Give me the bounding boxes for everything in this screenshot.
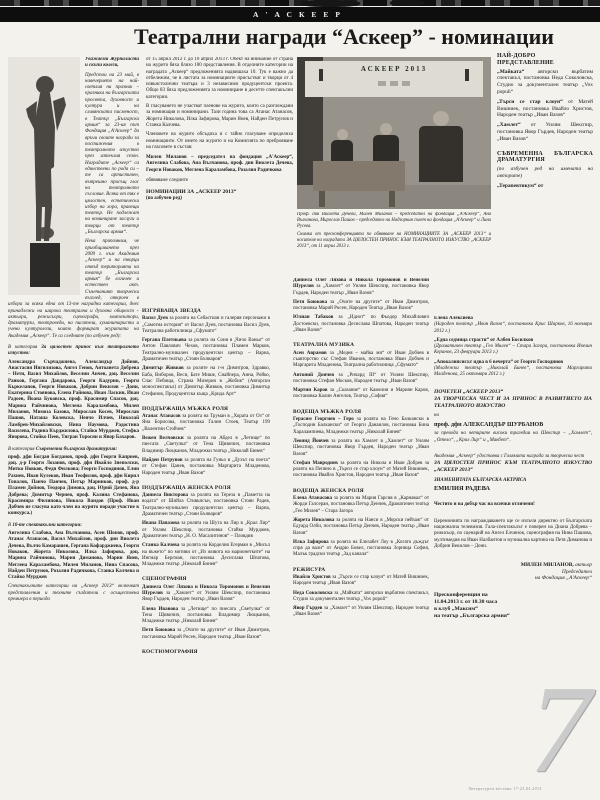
signature-block xyxy=(434,562,592,582)
play-title: Елена Алексиева xyxy=(434,316,473,321)
sponsor-logos xyxy=(305,73,483,91)
grand-award-name: ЗА ЦЯЛОСТЕН ПРИНОС КЪМ ТЕАТРАЛНОТО ИЗКУСТВО „АСКЕЕР 2013“ xyxy=(434,460,592,473)
nominee-entry xyxy=(293,496,429,515)
nominee-details: от Уилям Шекспир, постановка Явор Гърдев, Народен театър „Иван Вазов“ xyxy=(497,122,593,142)
jury-names-list: проф. дфн Богдан Богданов, проф. дфн Георги Каприев, доц. д-р Георги Лозанов, проф. дфн Ивайло Знеполски, Митко Новков, Федя Филкова; Георги Господинов, Елин Рахнев, Иван Кулеков, Иван Теофилов, проф. дфн Кирил Топалов, Панчо Панчев, Петър Маринков, проф. д-р Пламен Дойнов, Теодора Димова, доц. Юрий Дачев, Яна Добрева; Димитър Чернев, проф. Калина Стефанова, Красимира Филипова, Никола Вандов (Проф. Иван Добчев не гласува като член на журито поради участие в конкурса.) xyxy=(8,454,139,517)
nominee-details: за „Хамлет“ от Уилям Шекспир, постановка Явор Гърдев, Народен театър „Иван Вазов“ xyxy=(142,590,270,603)
nominee-entry xyxy=(293,439,429,458)
person-head xyxy=(380,123,392,135)
section-heading: ВОДЕЩА ЖЕНСКА РОЛЯ xyxy=(293,487,364,494)
category-prefix: В категория xyxy=(8,446,36,452)
nominee-entry xyxy=(293,575,429,588)
press-line: в клуб „Максим“ xyxy=(434,605,478,612)
nominee-name: „Хамлет“ xyxy=(497,122,521,129)
section-heading: РЕЖИСУРА xyxy=(293,566,326,573)
masthead-bar xyxy=(0,7,600,22)
nominee-details: за ролята на Никола и Иван Добрев за ролята на Пепино в „Търси се стар клоун“ от Матей Вишниек, постановка Ивайло Христов, Народен театър „Иван Вазов“ xyxy=(293,460,429,479)
person-head xyxy=(433,111,449,126)
category-name: Съвременна българска драматургия: xyxy=(35,446,118,452)
letter-paragraph: Нека припомним, че приобщаването през 2009 г. към Академия „Аскеер“ и на творци отвъд територията на театър „Българска армия“ бе логичен и естествен акт. Съчетаният творчески възглед, откроен в избора за всяка една от 13-те наградни категории, днес принадлежи на широка театрална и духовна общност – актьори, режисьори, сценографи, композитори, драматурзи, театроведи, на писатели, хуманитаристи и учени културолози, които формират журитата на Академия „Аскеер“. Те са следните (по азбучен ред): xyxy=(8,239,139,339)
nomination-section xyxy=(293,409,429,480)
nominee-details: за „Ричард III“ от Уилям Шекспир, постановка Стефан Москов, Народен театър „Иван Вазов“ xyxy=(293,372,429,384)
nominee-entry xyxy=(293,540,429,559)
trophy-icon xyxy=(465,69,469,81)
askeer-statuette-image xyxy=(8,57,80,295)
nominee-details: за ролята на Гено Балкански в „Господин Балкански“ от Георги Данаилов, постановка Бина Харалампиева, Младежки театър „Николай Бинев“ xyxy=(293,417,429,435)
nominee-details: за ролята на Корделия Егерман в „Мисъл на въжето“ по мотиви от „Из живота на марионетките“ на Ингмар Бергман, постановка Десислава Шпатова, Младежки театър „Николай Бинев“ xyxy=(142,543,270,568)
nominee-entry xyxy=(293,388,429,401)
ink-blot xyxy=(390,0,424,6)
nominee-entry xyxy=(293,300,429,313)
press-conference-photo xyxy=(297,57,491,209)
honorary-award-block xyxy=(434,389,592,444)
nominee-entry xyxy=(142,458,270,477)
nominations-column-2 xyxy=(293,278,429,793)
nominations-subtitle: (по азбучен ред) xyxy=(146,195,182,201)
section-heading: КОСТЮМОГРАФИЯ xyxy=(142,649,198,656)
press-conference-notice xyxy=(434,592,544,620)
nomination-section xyxy=(497,69,593,143)
nominee-details: авторски върбатим спектакъл, постановка Неда Соколовска, Студио за документален театър „Vox populi“ xyxy=(497,68,593,95)
signature-role: актьор xyxy=(575,562,592,569)
jury-category-title xyxy=(8,447,139,453)
nominee-details: за ролята на Тереза в „Паметта на водата“ от Шийла Стивънсън, постановка Стоян Радев, Театрално-музикален продуцентски център – Варна, Драматичен театър „Стоян Бъчваров“ xyxy=(142,493,270,518)
nominee-name: Даниела Олег Ляхова и Никола Торомонов и Венелин Шурелов xyxy=(142,584,270,596)
press-line: на театър „Българска армия“ xyxy=(434,612,510,619)
congratulations-line: Честито и на добър час на всички отличени! xyxy=(434,502,535,508)
nomination-section xyxy=(293,567,429,619)
nominee-details: за ролята на Себастиан и галерия персонажи в „Самотна история“ от Васил Дуев, постановка Васил Дуев, Театрална работилница „Сфумато“ xyxy=(142,316,270,334)
nominee-entry xyxy=(293,373,429,386)
askeer-banner xyxy=(305,61,483,97)
press-line: Пресконференция на xyxy=(434,591,488,598)
nominee-name: Даниела Олег Ляхова и Никола Торомонов и Венелин Шурелов xyxy=(293,278,429,290)
section-heading: СЦЕНОГРАФИЯ xyxy=(142,576,187,583)
grand-intro: Академия „Аскеер“ удостоява с Голямата награда за творческа чест xyxy=(434,453,585,459)
nominee-details: за „Медея – майка ми“ от Иван Добчев в съавторство със Стефан Иванов, постановка Иван Добчев и Маргарита Младенова, Театрална работилница „Сфумато“ xyxy=(293,350,429,369)
article-column xyxy=(146,57,293,300)
category-prefix: В xyxy=(8,522,13,528)
jury-category-title xyxy=(8,523,139,529)
nominee-details: за „Очите на другите“ от Иван Димитров, постановка Марий Росен, Народен театър „Иван Вазов“ xyxy=(142,628,270,640)
person-silhouette xyxy=(419,111,463,182)
nominee-name: Илка Зафирова xyxy=(293,539,329,545)
nominee-name: Даниела Викторова xyxy=(142,493,189,499)
category-name: За цялостен принос към театралното изкуство: xyxy=(8,345,139,357)
article-paragraph: Членовете на журито обсъдиха и с тайно гласуване определиха номинациите. От името на журито и на Комисията по преброяване на гласовете в състав: xyxy=(146,132,293,150)
nominee-details: за „Майката“ авторски върбатим спектакъл, Студио за документален театър „Vox populi“ xyxy=(293,590,429,602)
nominee-name: Вежен Велчовски xyxy=(142,436,184,442)
nominee-name: Асен Аврамов xyxy=(293,350,327,356)
nominee-details: за „Търси се стар клоун“ от Матей Вишниек, Народен театър „Иван Вазов“ xyxy=(293,574,429,587)
grand-laureate-label: ЗНАМЕНИТАТА БЪЛГАРСКА АКТРИСА xyxy=(434,477,527,483)
nominee-name: Атанас Атанасов xyxy=(142,414,181,420)
grand-award-block xyxy=(434,454,592,492)
nominee-entry xyxy=(142,543,270,568)
nominee-entry xyxy=(497,122,593,142)
nominee-name: Елена Иванова xyxy=(142,606,179,612)
ceremony-paragraph: Церемонията по награждаването ще се излъчи директно от Българската национална телевизия. Гала-спектакълът е поверен на Диана Добрева – режисьор, по сценарий на Ангел Елчинов, сценография на Нина Пашова, мултимедия на Иван Налбантов и музикална картина на Петя Диманова и Добрин Векилов – Дони. xyxy=(434,518,592,549)
nominee-entry xyxy=(293,591,429,604)
logo-icon xyxy=(390,81,398,86)
nominee-entry xyxy=(142,521,270,540)
nominee-details: за „Хамлет“ от Уилям Шекспир, постановка Явор Гърдев, Народен театър „Иван Вазов“ xyxy=(293,284,429,296)
nominee-entry xyxy=(497,69,593,96)
jury-names-list: Александра Сърчаджиева, Александър Дойнов, Анастасия Ингилизова, Ангел Генов, Антоанета Добрева – Нети, Васил Михайлов, Веселин Анчев, доц. Веселин Ранков, Гергана Дандарова, Георги Кадурин, Георги Кьркеланов, Георги Новаков, Добрин Векилов – Дони, Екатерина Стоянова, Елена Райнова, Иван Ласкин, Иван Радоев, Йоана Буковска, проф. Красимир Спасов, доц. Марина Райчинова, Меглена Караламбова, Милен Миланов, Мимоза Базова, Мирослав Косев, Мирослав Пашов, Наташа Колевска, Ненчо Илчев, Николай Ламбрев-Михайловски, Нина Наумова, Радостина Василева, Радина Кърджилова, Стайко Мурджев, Стефка Янорова, Стойко Пеев, Тигран Торосян и Явор Бахаров. xyxy=(8,359,139,441)
nominee-name: Жорета Николова xyxy=(293,517,335,523)
nominee-name: „Майката“ xyxy=(497,68,525,75)
nominee-entry xyxy=(497,99,593,119)
nominee-details: за ролята на Хамлет в „Хамлет“ от Уилям Шекспир, постановка Явор Гърдев, Народен театър „Иван Вазов“ xyxy=(293,438,429,457)
honorary-subtitle: ЗА ТВОРЧЕСКА ЧЕСТ И ЗА ПРИНОС В РАЗВИТИЕТО НА ТЕАТРАЛНОТО ИЗКУСТВО xyxy=(434,395,592,409)
nominee-details: за ролята на Нанси в „Морски пейзаж“ от Едуард Олби, постановка Петър Денчев, Народен театър „Иван Вазов“ xyxy=(293,517,429,536)
drama-entry xyxy=(434,360,592,379)
masthead-title: А'АСКЕЕР xyxy=(253,10,347,19)
nominee-details: за ролята на Труман в „Хората от Оз“ от Яна Борисова, постановка Галин Стоев, Театър 199 „Валентин Стойчев“ xyxy=(142,414,270,432)
nominee-name: Леонид Йовчев xyxy=(293,438,329,444)
nominee-details: за ролята на Елизабет Лоу в „Когато дъждът спря да вали“ от Андрю Бовел, постановка Зорница София, Малък градски театър „Зад канала“ xyxy=(293,539,429,558)
press-line: 11.04.2013 г. от 10.30 часа xyxy=(434,598,498,605)
nominee-name: „Търси се стар клоун“ xyxy=(497,98,563,105)
nomination-section xyxy=(142,649,270,655)
intro-letter-column xyxy=(8,57,139,797)
nomination-section xyxy=(142,485,270,569)
nominations-title: НОМИНАЦИИ ЗА „АСКЕЕР 2013“ xyxy=(146,189,237,196)
nominee-name: Неда Соколовска xyxy=(293,590,333,596)
signature-name: МИЛЕН МИЛАНОВ, xyxy=(520,562,574,569)
nominee-entry xyxy=(293,278,429,297)
drama-entry xyxy=(434,316,592,335)
nominee-name: Антоний Дончев xyxy=(293,372,335,378)
section-heading: ПОДДЪРЖАЩА ЖЕНСКА РОЛЯ xyxy=(142,484,231,491)
committee-names: Милен Миланов – председател на фондация „А'Аскеер“, Ангелина Слабова, Ана Вълчанова, проф. дин Виолета Дечева, Георги Новаков, Меглена Караламбова, Розалия Радичкова xyxy=(146,155,293,173)
nominee-entry xyxy=(293,315,429,334)
person-head xyxy=(337,129,348,140)
photo-caption xyxy=(297,212,491,276)
banner-text: АСКЕЕР 2013 xyxy=(360,65,428,73)
nominee-entry xyxy=(142,493,270,518)
nominee-details: за ролята на Соня в „Чичо Ваньо“ от Антон Павлович Чехов, постановка Пламен Марков, Театрално-музикален продуцентски център – Варна, Драматичен театър „Стоян Бъчваров“ xyxy=(142,338,270,363)
play-title: „Една седмица страсти“ от Албен Босилков xyxy=(434,337,534,343)
nominee-entry xyxy=(142,414,270,433)
nominee-details: за „Хамлет“ от Уилям Шекспир, Народен театър „Иван Вазов“ xyxy=(293,606,429,618)
nominee-name: Васил Дуев xyxy=(142,316,168,322)
honorary-reason: за превода на четирите високи трагедии на Шекспир – „Хамлет“, „Отело“, „Крал Лир“ и „Макбет“. xyxy=(434,431,592,443)
nominee-entry xyxy=(142,366,270,397)
section-heading: СЪВРЕМЕННА БЪЛГАРСКА ДРАМАТУРГИЯ xyxy=(497,150,593,164)
nominee-details: за „Идиот“ по Фьодор Михайлович Достоевски, постановка Десислава Шпатова, Народен театър „Иван Вазов“ xyxy=(293,315,429,334)
nominee-name: Гергана Плетньова xyxy=(142,338,187,344)
jury-names-list: Ангелина Слабова, Ана Вълчанова, Асен Шопов, проф. Атанас Атанасов, Васил Михайлов, проф. дин Виолета Дечева, Вълчо Камарашев, Гергана Кофарджиева, Георги Новаков, Жорета Николова, Илка Зафирова, доц. Марина Райчинова, Мария Диманова, Марин Янев, Меглена Караламбова, Милен Миланов, Нина Спасова, Найден Петрунов, Розалия Радичкова, Станка Калчева и Стайко Мурджев xyxy=(8,531,139,581)
nominee-entry xyxy=(142,607,270,626)
issue-footer: Литературен вестник 17-23.04.2013 xyxy=(468,786,542,791)
nominee-name: Ивана Папазова xyxy=(142,521,180,527)
section-heading: ВОДЕЩА МЪЖКА РОЛЯ xyxy=(293,408,362,415)
nominee-name: Станка Калчева xyxy=(142,543,180,549)
nomination-section xyxy=(293,278,429,334)
statuette-drawing xyxy=(8,57,80,295)
best-performance-list xyxy=(497,69,593,143)
nominee-name: Ивайло Христов xyxy=(293,574,331,580)
honorary-laureate: проф. дфн АЛЕКСАНДЪР ШУРБАНОВ xyxy=(434,421,544,428)
page-number: 7 xyxy=(528,661,592,799)
best-performance-column xyxy=(497,45,593,313)
nomination-section xyxy=(142,308,270,398)
article-paragraph: В гласуването не участват членове на журито, които са разглеждани за номинация и номинирани. Тази година това са Атанас Атанасов, Жорета Николова, Илка Зафирова, Марин Янев, Найден Петрунов и Станка Калчева. xyxy=(146,104,293,128)
nomination-section xyxy=(142,406,270,477)
letter-closing: Спектакълните категории на „Аскеер 2013“ включват представления и техните създатели с осъществена премиера в периода xyxy=(8,584,139,603)
letter-paragraph: Предстои на 23 май, в навечерието на най-светлия ни празник – празника на българската просвета, духовност и култура и на славянската писменост, в Театър „Българска армия“ за 23-ия път Фондация „А'Аскеер“ да връчи своите награди за постижения в театралното изкуство през изтеклия сезон. Наградите „Аскеер“ са единствени по рода си – те са артистичен, вътрешно присъщ глас на театралното съсловие. Всяка от тях е цялостен, естетически избор на хора, правещи театър. Не подлежат на номиниране заслуги и творци от театър „Българска армия“. xyxy=(85,72,139,236)
nominee-details: за „Летище“ по пиесата „Светулка“ от Тена Щивичич, постановка Владимир Люцканов, Младежки театър „Николай Бинев“ xyxy=(142,606,270,625)
nominee-details: за „Сказание“ от Камелия и Мариян Каров, постановка Калин Ангелов, Театър „София“ xyxy=(293,388,429,400)
section-heading: ТЕАТРАЛНА МУЗИКА xyxy=(293,342,355,349)
nominee-name: Явор Гърдев xyxy=(293,606,323,612)
nominee-entry xyxy=(142,628,270,641)
nominee-name: Найден Петрунов xyxy=(142,457,183,463)
nominations-column-1 xyxy=(142,300,270,798)
letter-salutation: Уважаеми Журналисти и скъпи колеги, xyxy=(85,57,139,69)
drama-lead: „Терапевтикум“ от xyxy=(497,182,544,189)
nominee-entry xyxy=(293,461,429,480)
nominee-details: за ролите на г-н Димитров, Здравко, Баба, Виборов, Веси, Бате Мише, Снайпера, Анна, Ройко, Спас Пебища, Страна Мизерия в „Жобик“ (Авторски моноспектакъл) от Димитър Живков, постановка Димитър Стефанов, Продуцентска къща „Крида Арт“ xyxy=(142,366,270,397)
nominee-entry xyxy=(142,436,270,455)
drama-note: (по азбучен ред на имената на авторите) xyxy=(497,166,593,179)
nominee-entry xyxy=(142,585,270,604)
play-detail: (Младежки театър „Николай Бинев“, постановка Маргарита Младенова, 25 октомври 2012 г.) xyxy=(434,366,592,378)
nominee-entry xyxy=(293,606,429,619)
announce-line: обявяваме следните xyxy=(146,178,189,184)
trophy-icon xyxy=(319,69,323,81)
nominee-details: за ролята на Шута на Лир в „Крал Лир“ от Уилям Шекспир, постановка Стайко Мурджев, Драматичен театър „Н. О. Масалитинов“ – Пловдив xyxy=(142,521,270,539)
category-name: 10-те спектакълни категории: xyxy=(12,522,82,528)
caption-line: Снимка от пресконференцията по обявяване на НОМИНАЦИИТЕ ЗА „АСКЕЕР 2013“ и носителя на наградата ЗА ЦЯЛОСТЕН ПРИНОС КЪМ ТЕАТРАЛНОТО ИЗКУСТВО „АСКЕЕР 2013“, от 11 април 2013 г. xyxy=(297,232,491,249)
grand-laureate: ЕМИЛИЯ РАДЕВА xyxy=(434,485,491,493)
honorary-title: ПОЧЕТЕН „АСКЕЕР 2013“ xyxy=(434,388,504,395)
play-title: „Апокалипсисът идва в 6 вечерта“ от Георги Господинов xyxy=(434,359,564,365)
nominee-details: за „Очите на другите“ от Иван Димитров, постановка Марий Росен, Народен Театър „Иван Вазов“ xyxy=(293,299,429,312)
nominee-entry xyxy=(293,417,429,436)
nominee-name: Юлиан Табаков xyxy=(293,315,334,321)
play-detail: (Народен театър „Иван Вазов“, постановка Крис Шарков, 16 ноември 2012 г.) xyxy=(434,322,592,334)
nominee-entry xyxy=(293,351,429,370)
nominee-entry xyxy=(142,316,270,335)
logo-icon xyxy=(402,81,410,86)
caption-line: Проф. дин Виолета Дечева, Милен Миланов – председател на фондация „А'Аскеер“, Ана Вълчанова, Мирослав Пашов – председател на Надзорния съвет на фондация „А'Аскеер“ и Лина Русева. xyxy=(297,212,491,229)
category-prefix: В категория xyxy=(8,345,42,351)
nominee-details: за ролята на Абдел в „Летище“ по пиесата „Светулка“ от Тена Щивичич, постановка Владимир Люцканов, Младежки театър „Николай Бинев“ xyxy=(142,436,270,454)
nominee-name: Мартин Каров xyxy=(293,388,328,394)
person-body xyxy=(419,126,463,182)
page-title: Театрални награди “Аскеер” - номинации xyxy=(134,24,554,49)
nominee-name: Стефан Мавродиев xyxy=(293,460,338,466)
signature-line: Председател xyxy=(561,568,592,575)
nominee-name: Петя Боюкова xyxy=(142,628,176,634)
jury-category-title xyxy=(8,345,139,358)
nominee-entry xyxy=(293,518,429,537)
play-detail: (Драматичен театър „Гео Милев“ – Стара Загора, постановка Ивелин Керанов, 23 февруари 2013 г.) xyxy=(434,344,592,356)
nominee-entry xyxy=(142,338,270,363)
logo-icon xyxy=(378,81,386,86)
table xyxy=(313,161,405,191)
nominee-details: за ролята на Гуньо в „Духът на поета“ от Стефан Цанев, постановка Маргарита Младенова, Народен театър „Иван Вазов“ xyxy=(142,457,270,476)
section-heading: ИЗГРЯВАЩА ЗВЕЗДА xyxy=(142,308,202,314)
signature-line: на Фондация „А'Аскеер“ xyxy=(534,575,592,582)
nomination-section xyxy=(293,488,429,559)
nominee-name: Елена Атанасова xyxy=(293,496,332,502)
honorary-to: на xyxy=(434,412,439,418)
nominee-name: Димитър Живков xyxy=(142,366,184,372)
section-heading: ПОДДЪРЖАЩА МЪЖКА РОЛЯ xyxy=(142,405,229,412)
section-heading: НАЙ-ДОБРО ПРЕДСТАВЛЕНИЕ xyxy=(497,53,555,66)
nomination-section xyxy=(142,576,270,641)
nominee-name: Петя Боюкова xyxy=(293,299,328,305)
drama-entry xyxy=(434,338,592,357)
nomination-section xyxy=(293,342,429,400)
ink-blot xyxy=(300,0,360,7)
nominee-details: от Матей Вишниек, постановка Ивайло Христов, Народен театър „Иван Вазов“ xyxy=(497,98,593,119)
article-paragraph: от 15 април 2012 г. до 10 април 2013 г. Обект на внимание от страна на журито бяха близо 100 представления. В отделните категории на наградата „Аскеер“ предложенията надвишаха 10. Тук е важно да отбележим, че в листата за номинациите присъстват и творци от 4 извънстолични театъра и 3 независими продуцентски проекта. Общо 83 бяха предложенията за номиниране в десетте спектакълни категории. xyxy=(146,57,293,100)
nominee-details: за ролята на Мария Гарсия в „Карнавал“ от Жорди Галсеран, постановка Петър Денчев, Драматичен театър „Гео Милев“ – Стара Загора xyxy=(293,496,429,514)
nominee-name: Герасим Георгиев – Геро xyxy=(293,417,354,423)
